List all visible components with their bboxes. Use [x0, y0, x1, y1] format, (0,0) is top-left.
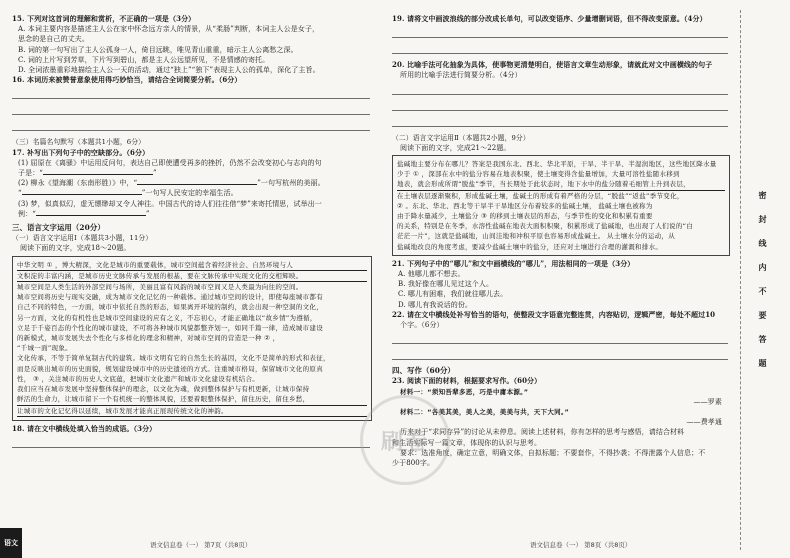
- subsection-title: （二）语言文字运用Ⅱ（本题共2小题，9分）: [392, 133, 530, 142]
- q17-item: (1) 屈原在《离骚》中运用反问句，表达自己即使遭受再多的挫折，仍然不会改变初心与志向的句: [18, 158, 322, 167]
- passage-line: 另一方面，文化的有机性也是城市空间建设的应有之义，不忘初心，才能正确地以“故乡情”为遵循，: [17, 313, 317, 322]
- q17-item: 例：“ ”: [18, 209, 150, 218]
- fill-blank[interactable]: [137, 184, 197, 185]
- answer-line[interactable]: [392, 97, 728, 111]
- passage-intro: 阅读下面的文字，完成21～22题。: [400, 143, 511, 152]
- q21-stem: 21. 下列句子中的“哪儿”和文中画横线的“哪儿”，用法相同的一项是（3分）: [392, 258, 635, 268]
- section-title: 三、语言文字运用（20分）: [12, 223, 105, 233]
- passage-line: 鲜活的生命力，让城市留下一个有机统一的整体风貌，还要着眼整体保护，留住历史，留住乡愁，: [17, 394, 367, 405]
- passage-line: “千城一面”现象。: [17, 344, 72, 353]
- binding-char: 密: [758, 191, 767, 200]
- answer-line[interactable]: [12, 101, 370, 115]
- q17-item: (2) 柳永《望海潮（东南形胜）》中，“ ”一句写杭州的美丽。: [18, 179, 325, 188]
- q15-option-d: D. 全词浓墨重彩地描绘主人公一天的活动，通过“独上”“独下”表现主人公的孤单，深化了主旨。: [18, 66, 320, 75]
- passage-box: [392, 155, 730, 256]
- q20-stem: 20. 比喻手法可化抽象为具体，使事物更清楚明白，使语言文章生动形象，请就此对文中画横线的句子: [392, 60, 713, 70]
- section-title: （三）名篇名句默写（本题共1小题，6分）: [12, 138, 145, 147]
- writing-prompt: 和生活实际写一篇文章，体现你的认识与思考。: [392, 438, 542, 447]
- passage-line: 自己不同的特色，一方面，城市中依托自然的形态，如果离开环境的制约，就会出现一种空洞的文化，: [17, 303, 323, 312]
- fill-blank[interactable]: [43, 174, 153, 175]
- passage-line: 的新模式，城市发展失去个性化与多样化的理念和精神，对城市空间的营造是一种 ② ，: [17, 334, 280, 343]
- material-one: 材料一：“须知吾辈多恶，巧是中庸本源。”: [400, 387, 529, 396]
- binding-strip: [740, 10, 784, 550]
- q22-stem-cont: 个字。（6分）: [400, 321, 444, 330]
- passage-intro: 阅读下面的文字，完成18～20题。: [20, 244, 131, 253]
- passage-line: 让城市的文化记忆得以延续，城市发展才能真正展现传统文化的神韵。: [17, 406, 367, 417]
- passage-line: 的关系，特别是在冬季，水溶性盐碱在地表大面积积聚，积累形成了盐碱地，也出现了人们说的“白: [397, 222, 694, 231]
- answer-line[interactable]: [392, 113, 728, 127]
- q17-item: (3) 梦，似真似幻，虚无缥缈却又令人神往。中国古代的诗人们往往借“梦”来寄托情思，试举出一: [18, 199, 322, 208]
- fill-blank[interactable]: [22, 194, 142, 195]
- right-page-footer: 语文信息卷（一） 第8页（共8页）: [530, 541, 632, 549]
- passage-line: 地表，就会形成所谓“脱盐”季节，当长期处于此状态时，地下水中的盐分随着毛细管上升到表层，: [397, 179, 725, 190]
- q18-stem: 18. 请在文中横线处填入恰当的成语。（3分）: [12, 423, 157, 433]
- q16-stem: 16. 本词历来被赞誉意象使用得巧妙恰当，请结合全词简要分析。（6分）: [12, 75, 242, 85]
- watermark-stamp: 刷卷: [360, 395, 450, 485]
- answer-line[interactable]: [392, 40, 728, 54]
- answer-line[interactable]: [392, 81, 728, 95]
- answer-line[interactable]: [12, 117, 370, 131]
- binding-char: 内: [758, 263, 767, 272]
- fill-blank[interactable]: [36, 215, 146, 216]
- q21-option-a: A. 他哪儿都不想去。: [398, 270, 465, 279]
- answer-line[interactable]: [392, 330, 728, 344]
- q17-item: “ ”一句写人民安定的幸福生活。: [18, 189, 238, 198]
- passage-line: 茫茫一片”，这就是盐碱地，山间洼地和冲积平原也容易形成盐碱土。 从土壤水分的运动，从: [397, 232, 676, 241]
- answer-line[interactable]: [12, 434, 370, 448]
- q15-option-b: B. 词的第一句写出了主人公孤身一人，倚目远眺，唯见青山重重，暗示主人公离愁之深。: [18, 45, 298, 54]
- passage-line: 盐碱地主要分布在哪儿？答案是我国东北、西北、华北平原，干旱、半干旱、半湿润地区，这些地区降水量: [397, 160, 717, 169]
- passage-line: 文化传承，不等于简单复制古代的建筑。城市文明有它的自然生长的基因，文化不是简单的形式和表征，: [17, 354, 330, 363]
- passage-line: 城市空间是人类生活的外部空间与场所，美丽且富有风韵的城市空间又是人类最为向往的空间。: [17, 283, 303, 292]
- passage-line: 城市空间将历史与现实交融，成为城市文化记忆的一种载体。通过城市空间的设计，即使每座城市都有: [17, 293, 323, 302]
- q19-stem: 19. 请将文中画波浪线的部分改成长单句，可以改变语序、少量增删词语，但不得改变原意。（4分）: [392, 14, 707, 23]
- passage-line: ② 。东北、华北、西北等干旱半干旱地区分布着较多的盐碱土壤， 盐碱土壤也被称为: [397, 201, 653, 210]
- passage-line: 中华文明 ① ，博大精深，文化是城市的重要载体，城市空间蕴含着经济社会、自然环境与人: [17, 260, 367, 271]
- subsection-title: （一）语言文字运用Ⅰ（本题共3小题，11分）: [12, 234, 153, 243]
- writing-requirement: 少于800字。: [392, 459, 435, 468]
- passage-line: 文积淀的丰富内涵，是城市历史文脉传承与发展的根基，要在文脉传承中实现文化的交相辉映。: [17, 271, 367, 282]
- section-title: 四、写作（60分）: [392, 366, 455, 376]
- q21-option-d: D. 哪儿有我说话的份。: [398, 300, 473, 309]
- passage-line: 盐碱地改良的角度考虑，要减少盐碱土壤中的盐分，还应对土壤进行合理的灌溉和排水。: [397, 242, 663, 251]
- left-page-footer: 语文信息卷（一） 第7页（共8页）: [150, 541, 252, 549]
- material-two: 材料二：“各美其美，美人之美，美美与共，天下大同。”: [400, 408, 570, 417]
- q15-stem: 15. 下列对这首词的理解和赏析，不正确的一项是（3分）: [12, 14, 196, 23]
- subject-badge: 语文: [0, 528, 22, 558]
- right-page: [392, 14, 730, 468]
- q20-stem-cont: 所用的比喻手法进行简要分析。（4分）: [400, 71, 522, 80]
- passage-line: 而是反映出城市的历史面貌，规划建设城市中的历史遗迹的方式。注重城市格局，保留城市文化的原真: [17, 364, 323, 373]
- passage-line: 少于 ① ，深部在水中的盐分容易在地表积聚，使土壤变得含盐量增加，大量可溶性盐随水移到: [397, 170, 680, 179]
- answer-line[interactable]: [392, 346, 728, 360]
- writing-requirement: 要求：选准角度，确定立意，明确文体，自拟标题；不要套作，不得抄袭；不得泄露个人信息；不: [400, 448, 706, 457]
- passage-box: [12, 256, 372, 421]
- q15-option-a-cont: 思念的是自己的丈夫。: [18, 35, 89, 44]
- q17-item: 子是：“ ”: [18, 169, 157, 178]
- q23-stem: 23. 阅读下面的材料，根据要求写作。（60分）: [392, 376, 542, 386]
- passage-line: 立足于千姿百态的个性化的城市建设，不可将各种城市风貌都整齐划一，如同千篇一律，造成城市建设: [17, 323, 323, 332]
- material-one-attribution: ——罗素: [693, 397, 722, 406]
- answer-line[interactable]: [392, 24, 728, 38]
- left-page: [12, 14, 372, 450]
- q17-stem: 17. 补写出下列句子中的空缺部分。（6分）: [12, 147, 150, 157]
- binding-char: 要: [758, 311, 767, 320]
- q21-option-c: C. 哪儿有困难，我们就往哪儿去。: [398, 290, 508, 299]
- answer-line[interactable]: [12, 85, 370, 99]
- passage-line: 在土壤表层逐渐聚积，形成盐碱土壤，盐碱土的形成有着严格的分层，“脱盐”“返盐”季节变化，: [397, 191, 684, 200]
- material-two-attribution: ——费孝通: [686, 418, 722, 427]
- binding-char: 线: [758, 239, 767, 248]
- writing-prompt: 历来对于“求同存异”的讨论从未停息。阅读上述材料，你有怎样的思考与感悟，请结合材料: [400, 428, 685, 437]
- q15-option-c: C. 词的上片写到芳草，下片写到碧山，都是主人公远望所见，不是情感的寄托。: [18, 55, 270, 64]
- passage-line: 由于降水量减少，土壤盐分 ③ 的移到土壤表层的形态，与季节性的变化和积累有重要: [397, 212, 653, 221]
- passage-line: 性， ③ ，关注城市的历史人文底蕴，把城市文化遗产和城市文化建设有机结合。: [17, 374, 260, 383]
- binding-char: 不: [758, 287, 767, 296]
- q22-stem: 22. 请在文中横线处补写恰当的语句，使整段文字语意完整连贯，内容贴切，逻辑严密，每处不超过10: [392, 309, 716, 319]
- binding-char: 封: [758, 215, 767, 224]
- q15-option-a: A. 本词主要内容是描述主人公在家中怀念远方亲人的情景，从“柔肠”判断，本词主人公是女子，: [18, 25, 320, 34]
- binding-char: 题: [758, 359, 767, 368]
- fill-blank[interactable]: [197, 184, 257, 185]
- binding-char: 答: [758, 335, 767, 344]
- passage-line: 我们应当在城市发展中坚持整体保护的理念，以文化为魂，做到整体保护与有机更新，让城市保持: [17, 385, 310, 394]
- q21-option-b: B. 我好像在哪儿见过这个人。: [398, 280, 494, 289]
